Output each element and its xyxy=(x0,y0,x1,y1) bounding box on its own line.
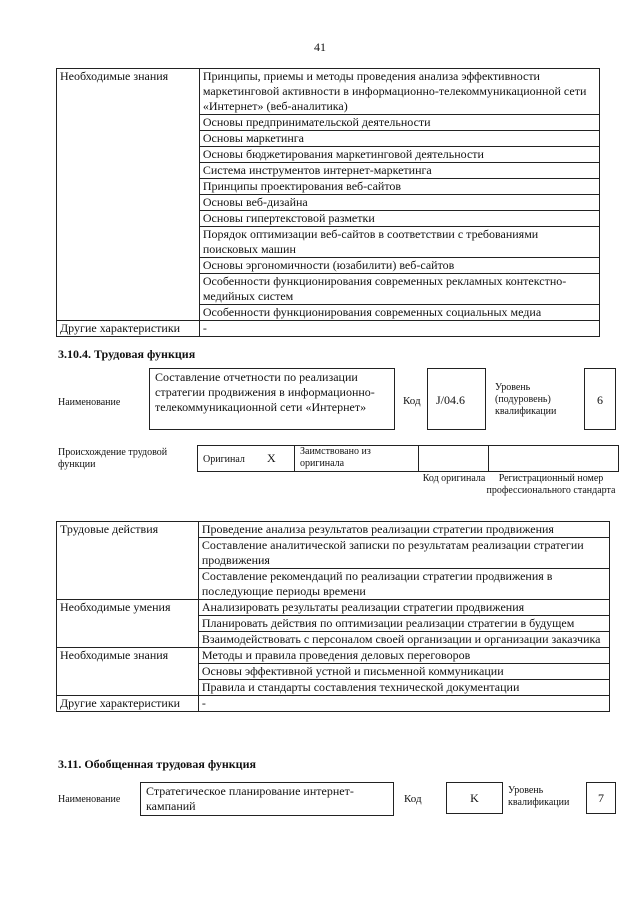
row-label-cell xyxy=(57,664,199,680)
row-value-cell xyxy=(199,195,599,211)
row-value-cell xyxy=(198,696,609,712)
row-label-cell xyxy=(57,115,200,131)
table-row xyxy=(57,522,610,538)
table-row xyxy=(57,227,600,258)
row-value-cell xyxy=(198,664,609,680)
code-label: Код xyxy=(404,793,422,805)
row-label-cell xyxy=(57,147,200,163)
code-value: K xyxy=(470,791,479,805)
function-name-value: Составление отчетности по реализации стратегии продвижения в информационно-телекоммуникационной сети «Интернет» xyxy=(155,370,375,414)
row-value-cell xyxy=(199,227,599,258)
row-value: - xyxy=(201,696,206,710)
row-value-cell xyxy=(198,648,609,664)
function-name-box xyxy=(149,368,395,430)
row-label-cell xyxy=(57,600,199,616)
row-label-cell xyxy=(57,522,199,538)
row-value: Принципы проектирования веб-сайтов xyxy=(202,179,402,193)
table-row xyxy=(57,147,600,163)
row-value-cell xyxy=(198,616,609,632)
row-value: Основы бюджетирования маркетинговой деятельности xyxy=(202,147,484,161)
row-value: Правила и стандарты составления технической документации xyxy=(201,680,520,694)
row-label-cell xyxy=(57,227,200,258)
row-value: - xyxy=(202,321,207,335)
table-row xyxy=(57,131,600,147)
generalized-function-name-value: Стратегическое планирование интернет-кампаний xyxy=(146,784,354,813)
row-value: Основы предпринимательской деятельности xyxy=(202,115,431,129)
row-value-cell xyxy=(199,147,599,163)
table-row xyxy=(57,616,610,632)
row-label-cell xyxy=(57,258,200,274)
row-label-cell xyxy=(57,569,199,600)
reg-number-label: Регистрационный номер профессионального стандарта xyxy=(486,473,616,496)
table-row xyxy=(57,538,610,569)
row-label-cell xyxy=(57,680,199,696)
table-row xyxy=(57,69,600,115)
row-value-cell xyxy=(199,258,599,274)
row-value: Особенности функционирования современных социальных медиа xyxy=(202,305,542,319)
original-label: Оригинал xyxy=(203,454,245,465)
level-box xyxy=(586,782,616,814)
table-row xyxy=(57,211,600,227)
generalized-function-name-box xyxy=(140,782,394,816)
row-value: Основы веб-дизайна xyxy=(202,195,308,209)
row-value: Особенности функционирования современных рекламных контекстно-медийных систем xyxy=(202,274,567,303)
name-label: Наименование xyxy=(58,397,121,408)
row-value: Составление аналитической записки по результатам реализации стратегии продвижения xyxy=(201,538,584,567)
row-value: Основы эргономичности (юзабилити) веб-сайтов xyxy=(202,258,455,272)
row-label-cell xyxy=(57,321,200,337)
row-value: Принципы, приемы и методы проведения анализа эффективности маркетинговой активности в информационно-телекоммуникационной сети «Интернет» (веб-аналитика) xyxy=(202,69,587,113)
table-row xyxy=(57,274,600,305)
row-value-cell xyxy=(199,274,599,305)
row-value: Составление рекомендаций по реализации стратегии продвижения в последующие периоды времени xyxy=(201,569,553,598)
row-label-cell xyxy=(57,305,200,321)
page-number: 41 xyxy=(314,40,326,54)
row-label-cell xyxy=(57,632,199,648)
row-value: Проведение анализа результатов реализации стратегии продвижения xyxy=(201,522,554,536)
row-value-cell xyxy=(199,131,599,147)
row-value-cell xyxy=(199,305,599,321)
row-label-cell xyxy=(57,195,200,211)
labor-function-table xyxy=(56,521,610,712)
table-row xyxy=(57,600,610,616)
row-value-cell xyxy=(198,538,609,569)
row-label-cell xyxy=(57,274,200,305)
table-row xyxy=(57,163,600,179)
table-row xyxy=(57,632,610,648)
row-value: Основы эффективной устной и письменной коммуникации xyxy=(201,664,504,678)
table-row xyxy=(57,696,610,712)
row-label-cell xyxy=(57,648,199,664)
row-value: Основы гипертекстовой разметки xyxy=(202,211,375,225)
row-label-cell xyxy=(57,131,200,147)
level-value: 7 xyxy=(598,791,604,805)
code-original-label: Код оригинала xyxy=(422,473,486,484)
code-value: J/04.6 xyxy=(436,393,466,407)
row-label: Необходимые умения xyxy=(60,600,171,614)
row-value: Методы и правила проведения деловых переговоров xyxy=(201,648,471,662)
knowledge-table-1 xyxy=(56,68,600,337)
divider xyxy=(294,445,295,472)
row-label-cell xyxy=(57,211,200,227)
row-value-cell xyxy=(199,211,599,227)
divider xyxy=(488,445,489,472)
original-mark: X xyxy=(267,451,276,465)
row-value-cell xyxy=(199,321,599,337)
table-row xyxy=(57,321,600,337)
row-value: Анализировать результаты реализации стратегии продвижения xyxy=(201,600,525,614)
code-label: Код xyxy=(403,395,421,407)
row-value-cell xyxy=(198,632,609,648)
section-title-3-10-4: 3.10.4. Трудовая функция xyxy=(58,347,196,361)
table-row xyxy=(57,664,610,680)
row-label: Трудовые действия xyxy=(60,522,159,536)
table-row xyxy=(57,569,610,600)
origin-label: Происхождение трудовой функции xyxy=(58,447,168,470)
row-value-cell xyxy=(199,69,599,115)
row-label: Необходимые знания xyxy=(60,648,169,662)
section-title-3-11: 3.11. Обобщенная трудовая функция xyxy=(58,757,256,771)
row-value-cell xyxy=(198,680,609,696)
row-value-cell xyxy=(199,179,599,195)
table-row xyxy=(57,680,610,696)
borrowed-label: Заимствовано из оригинала xyxy=(300,446,371,469)
level-box xyxy=(584,368,616,430)
row-value: Взаимодействовать с персоналом своей организации и организации заказчика xyxy=(201,632,601,646)
row-label-cell xyxy=(57,69,200,115)
table-row xyxy=(57,648,610,664)
row-label-cell xyxy=(57,616,199,632)
table-row xyxy=(57,305,600,321)
row-label: Другие характеристики xyxy=(60,321,181,335)
row-value: Основы маркетинга xyxy=(202,131,305,145)
level-label: Уровень (подуровень) квалификации xyxy=(495,382,557,417)
row-value-cell xyxy=(198,569,609,600)
row-value-cell xyxy=(199,115,599,131)
code-box xyxy=(446,782,503,814)
row-label: Другие характеристики xyxy=(60,696,181,710)
row-value: Планировать действия по оптимизации реализации стратегии в будущем xyxy=(201,616,575,630)
name-label: Наименование xyxy=(58,794,121,805)
table-row xyxy=(57,179,600,195)
row-value-cell xyxy=(199,163,599,179)
level-value: 6 xyxy=(597,393,603,407)
code-box xyxy=(427,368,486,430)
row-value: Порядок оптимизации веб-сайтов в соответствии с требованиями поисковых машин xyxy=(202,227,539,256)
divider xyxy=(418,445,419,472)
row-label-cell xyxy=(57,179,200,195)
level-label: Уровень квалификации xyxy=(508,785,570,808)
row-label-cell xyxy=(57,163,200,179)
row-value-cell xyxy=(198,522,609,538)
table-row xyxy=(57,258,600,274)
row-value: Система инструментов интернет-маркетинга xyxy=(202,163,432,177)
row-value-cell xyxy=(198,600,609,616)
row-label-cell xyxy=(57,538,199,569)
row-label-cell xyxy=(57,696,199,712)
table-row xyxy=(57,195,600,211)
row-label: Необходимые знания xyxy=(60,69,169,83)
table-row xyxy=(57,115,600,131)
